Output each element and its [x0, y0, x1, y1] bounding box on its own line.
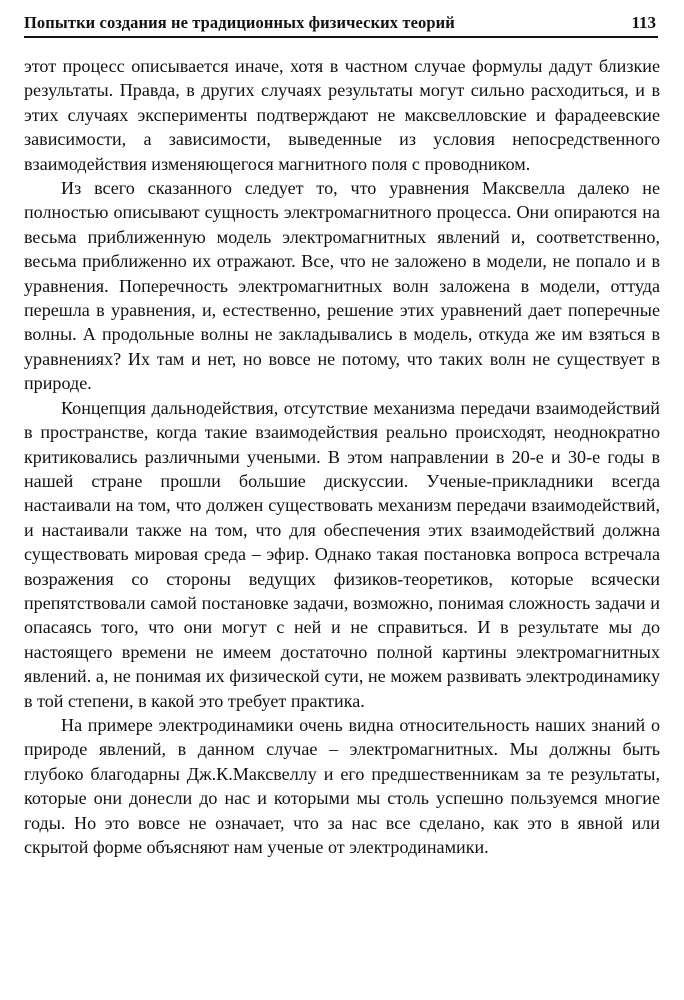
page-header: [24, 10, 658, 38]
paragraph-maxwell-equations: Из всего сказанного следует то, что уравнения Максвелла далеко не полностью описывают сущность электромагнитного процесса. Они опираются на весьма приближенную модель электромагнитных явлений и, соответственно, весьма приближенно их отражают. Все, что не заложено в модели, не попало и в уравнения. Поперечность электромагнитных волн заложена в модели, оттуда перешла в уравнения, и, естественно, решение этих уравнений дает поперечные волны. А продольные волны не закладывались в модель, откуда же им взяться в уравнениях? Их там и нет, но вовсе не потому, что таких волн не существует в природе.: [24, 178, 660, 394]
paragraph-long-range-action: Концепция дальнодействия, отсутствие механизма передачи взаимодействий в пространстве, когда такие взаимодействия реально происходят, неоднократно критиковались различными учеными. В этом направлении в 20-е и 30-е годы в нашей стране прошли большие дискуссии. Ученые-прикладники всегда настаивали на том, что должен существовать механизм передачи взаимодействий, и настаивали также на том, что для обеспечения этих взаимодействий должна существовать мировая среда – эфир. Однако такая постановка вопроса встречала возражения со стороны ведущих физиков-теоретиков, которые всячески препятствовали самой постановке задачи, возможно, понимая сложность задачи и опасаясь того, что они могут с ней и не справиться. И в результате мы до настоящего времени не имеем достаточно полной картины электромагнитных явлений. а, не понимая их физической сути, не можем развивать электродинамику в той степени, в какой это требует практика.: [24, 397, 660, 711]
page-number: 113: [631, 13, 656, 32]
paragraph-electrodynamics-knowledge: На примере электродинамики очень видна относительность наших знаний о природе явлений, в данном случае – электромагнитных. Мы должны быть глубоко благодарны Дж.К.Максвеллу и его предшественникам за те результаты, которые они донесли до нас и которыми мы столь успешно пользуемся многие годы. Но это вовсе не означает, что за нас все сделано, как это в явной или скрытой форме объясняют нам ученые от электродинамики.: [24, 714, 660, 857]
paragraph-continuation: этот процесс описывается иначе, хотя в частном случае формулы дадут близкие результаты. Правда, в других случаях результаты могут сильно расходиться, и в этих случаях эксперименты подтверждают не максвелловские и фарадеевские зависимости, а зависимости, выведенные из условия непосредственного взаимодействия изменяющегося магнитного поля с проводником.: [24, 56, 660, 174]
running-title: Попытки создания не традиционных физических теорий: [24, 13, 455, 32]
body-text: [24, 54, 660, 859]
